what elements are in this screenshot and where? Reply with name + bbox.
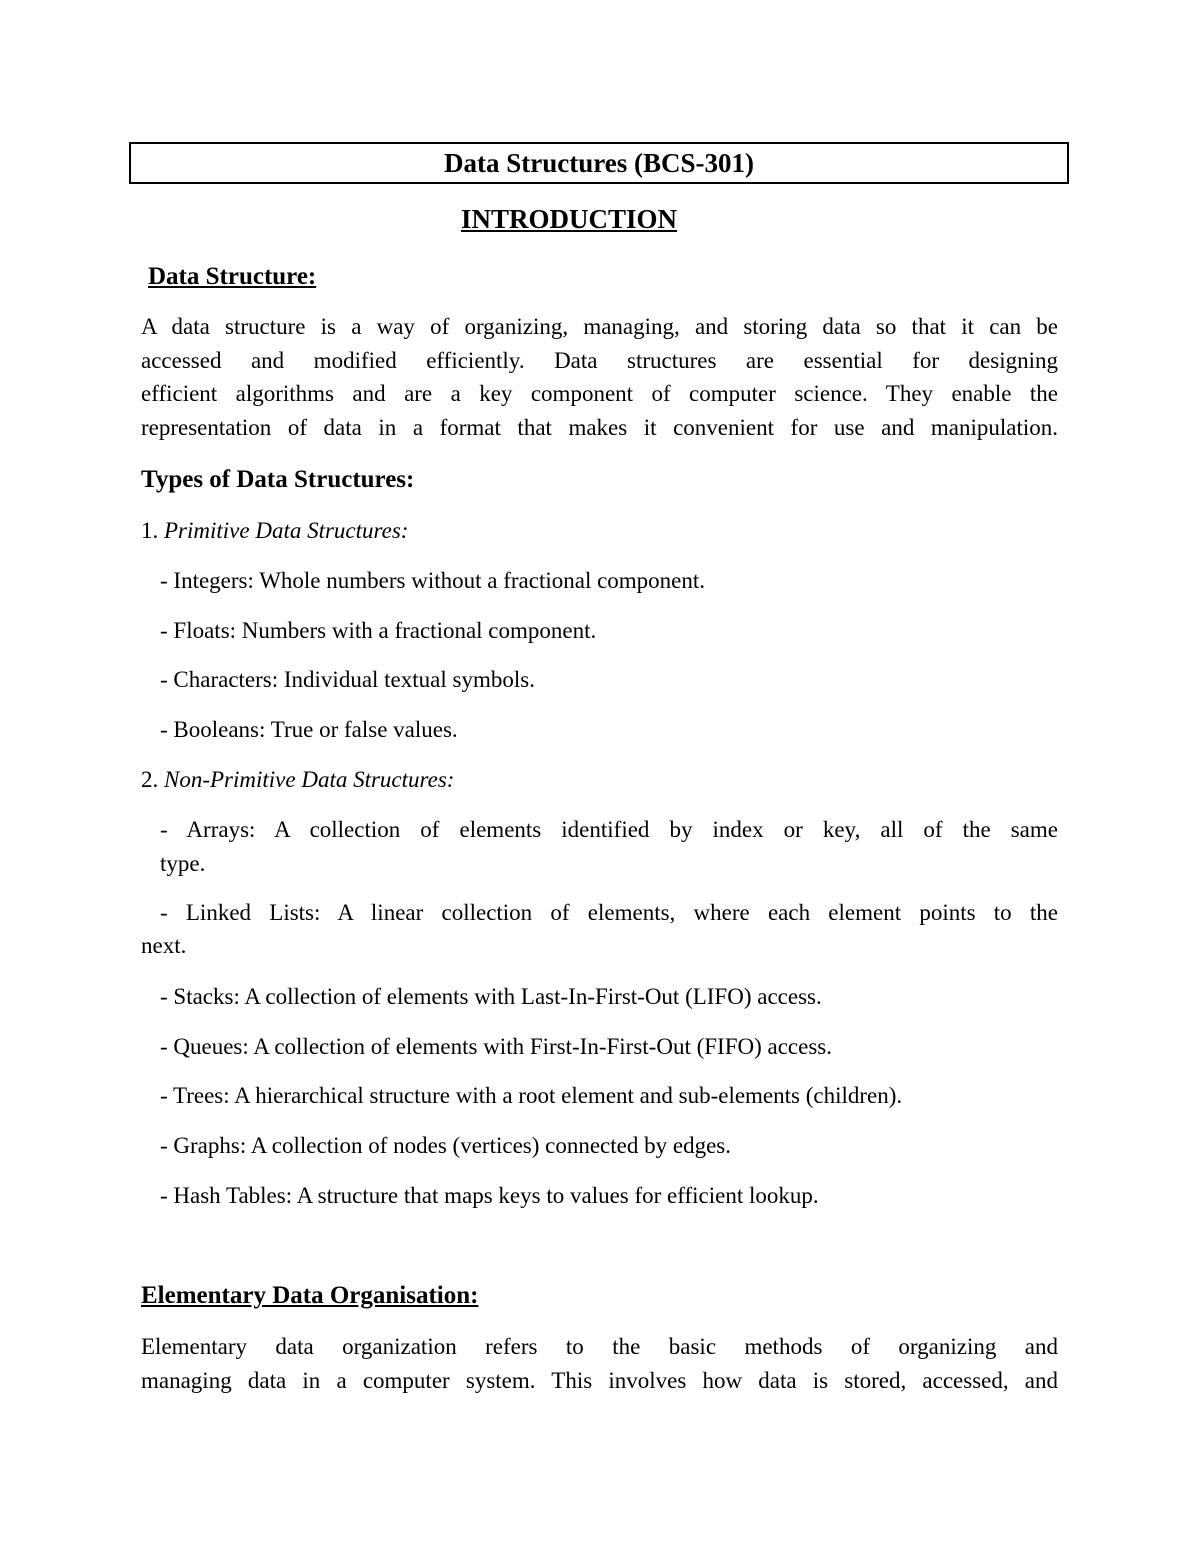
paragraph-line: A data structure is a way of organizing, managing, and storing data so that it can be (141, 314, 1058, 339)
list-item-linked-lists-line1: - Linked Lists: A linear collection of elements, where each element points to the (160, 900, 1058, 925)
list-item: - Characters: Individual textual symbols. (160, 667, 535, 692)
list-item-arrays (160, 813, 1058, 880)
paragraph-line: efficient algorithms and are a key component of computer science. They enable the (141, 381, 1058, 406)
primitive-title: Primitive Data Structures: (164, 518, 409, 543)
data-structure-paragraph (141, 310, 1058, 444)
list-item: - Trees: A hierarchical structure with a root element and sub-elements (children). (160, 1083, 903, 1108)
list-item-linked-lists-line2: next. (141, 933, 187, 958)
paragraph-line: managing data in a computer system. This involves how data is stored, accessed, and (141, 1367, 1058, 1393)
list-item: - Stacks: A collection of elements with Last-In-First-Out (LIFO) access. (160, 984, 822, 1009)
primitive-number: 1. (141, 518, 159, 543)
non-primitive-label (141, 763, 454, 796)
paragraph-line: representation of data in a format that makes it convenient for use and manipulation. (141, 414, 1058, 440)
list-item: - Floats: Numbers with a fractional component. (160, 618, 597, 643)
list-item-line: type. (160, 850, 206, 876)
data-structure-heading: Data Structure: (148, 263, 317, 290)
non-primitive-title: Non-Primitive Data Structures: (164, 767, 455, 792)
list-item: - Hash Tables: A structure that maps keys to values for efficient lookup. (160, 1183, 819, 1208)
elementary-paragraph (141, 1330, 1058, 1397)
primitive-label (141, 514, 408, 547)
list-item: - Graphs: A collection of nodes (vertices) connected by edges. (160, 1133, 731, 1158)
types-heading: Types of Data Structures: (141, 466, 415, 493)
paragraph-line: accessed and modified efficiently. Data structures are essential for designing (141, 347, 1058, 373)
list-item: - Integers: Whole numbers without a fractional component. (160, 568, 706, 593)
section-heading: INTRODUCTION (460, 204, 678, 234)
paragraph-line: Elementary data organization refers to the basic methods of organizing and (141, 1334, 1058, 1359)
list-item: - Queues: A collection of elements with First-In-First-Out (FIFO) access. (160, 1034, 832, 1059)
document-title: Data Structures (BCS-301) (129, 142, 1069, 184)
non-primitive-number: 2. (141, 767, 159, 792)
list-item: - Booleans: True or false values. (160, 717, 458, 742)
list-item-line: - Arrays: A collection of elements identified by index or key, all of the same (160, 817, 1058, 842)
elementary-heading: Elementary Data Organisation: (141, 1282, 479, 1309)
